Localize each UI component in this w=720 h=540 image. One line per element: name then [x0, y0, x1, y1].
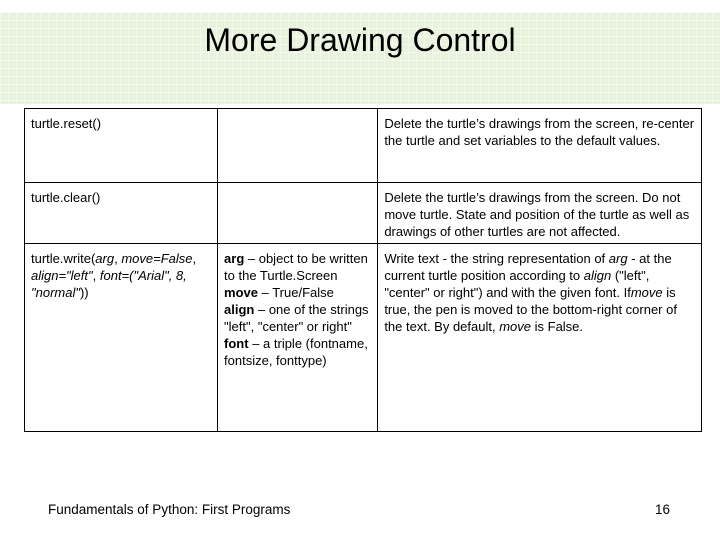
write-method-signature: turtle.write(arg, move=False, align="left", font=("Arial", 8, "normal"))	[31, 251, 197, 300]
write-params-list: arg – object to be written to the Turtle.Screen move – True/False align – one of the strings "left", "center" or right" font – a triple (fontname, fontsize, fonttype)	[224, 251, 369, 368]
page-number: 16	[655, 502, 671, 517]
footer-text: Fundamentals of Python: First Programs	[48, 502, 291, 517]
write-description: Write text - the string representation of arg - at the current turtle position according to align ("left", "center" or right") and with the given font. Ifmove is true, the pen is moved to the bottom-right corner of the text. By default, move is False.	[384, 251, 677, 334]
method-cell	[25, 244, 218, 432]
params-cell	[218, 183, 378, 244]
description-cell	[378, 244, 702, 432]
params-cell	[218, 109, 378, 183]
method-cell	[25, 109, 218, 183]
params-cell	[218, 244, 378, 432]
table-row	[25, 244, 702, 432]
description-cell	[378, 183, 702, 244]
method-name: turtle.clear()	[31, 190, 101, 205]
description-text: Delete the turtle’s drawings from the screen. Do not move turtle. State and position of the turtle as well as drawings of other turtles are not affected.	[384, 190, 690, 239]
drawing-control-table	[24, 108, 702, 432]
description-cell	[378, 109, 702, 183]
slide-title: More Drawing Control	[204, 22, 516, 58]
method-name: turtle.reset()	[31, 116, 102, 131]
description-text: Delete the turtle’s drawings from the screen, re-center the turtle and set variables to the default values.	[384, 116, 695, 148]
table-row	[25, 183, 702, 244]
table-row	[25, 109, 702, 183]
method-cell	[25, 183, 218, 244]
